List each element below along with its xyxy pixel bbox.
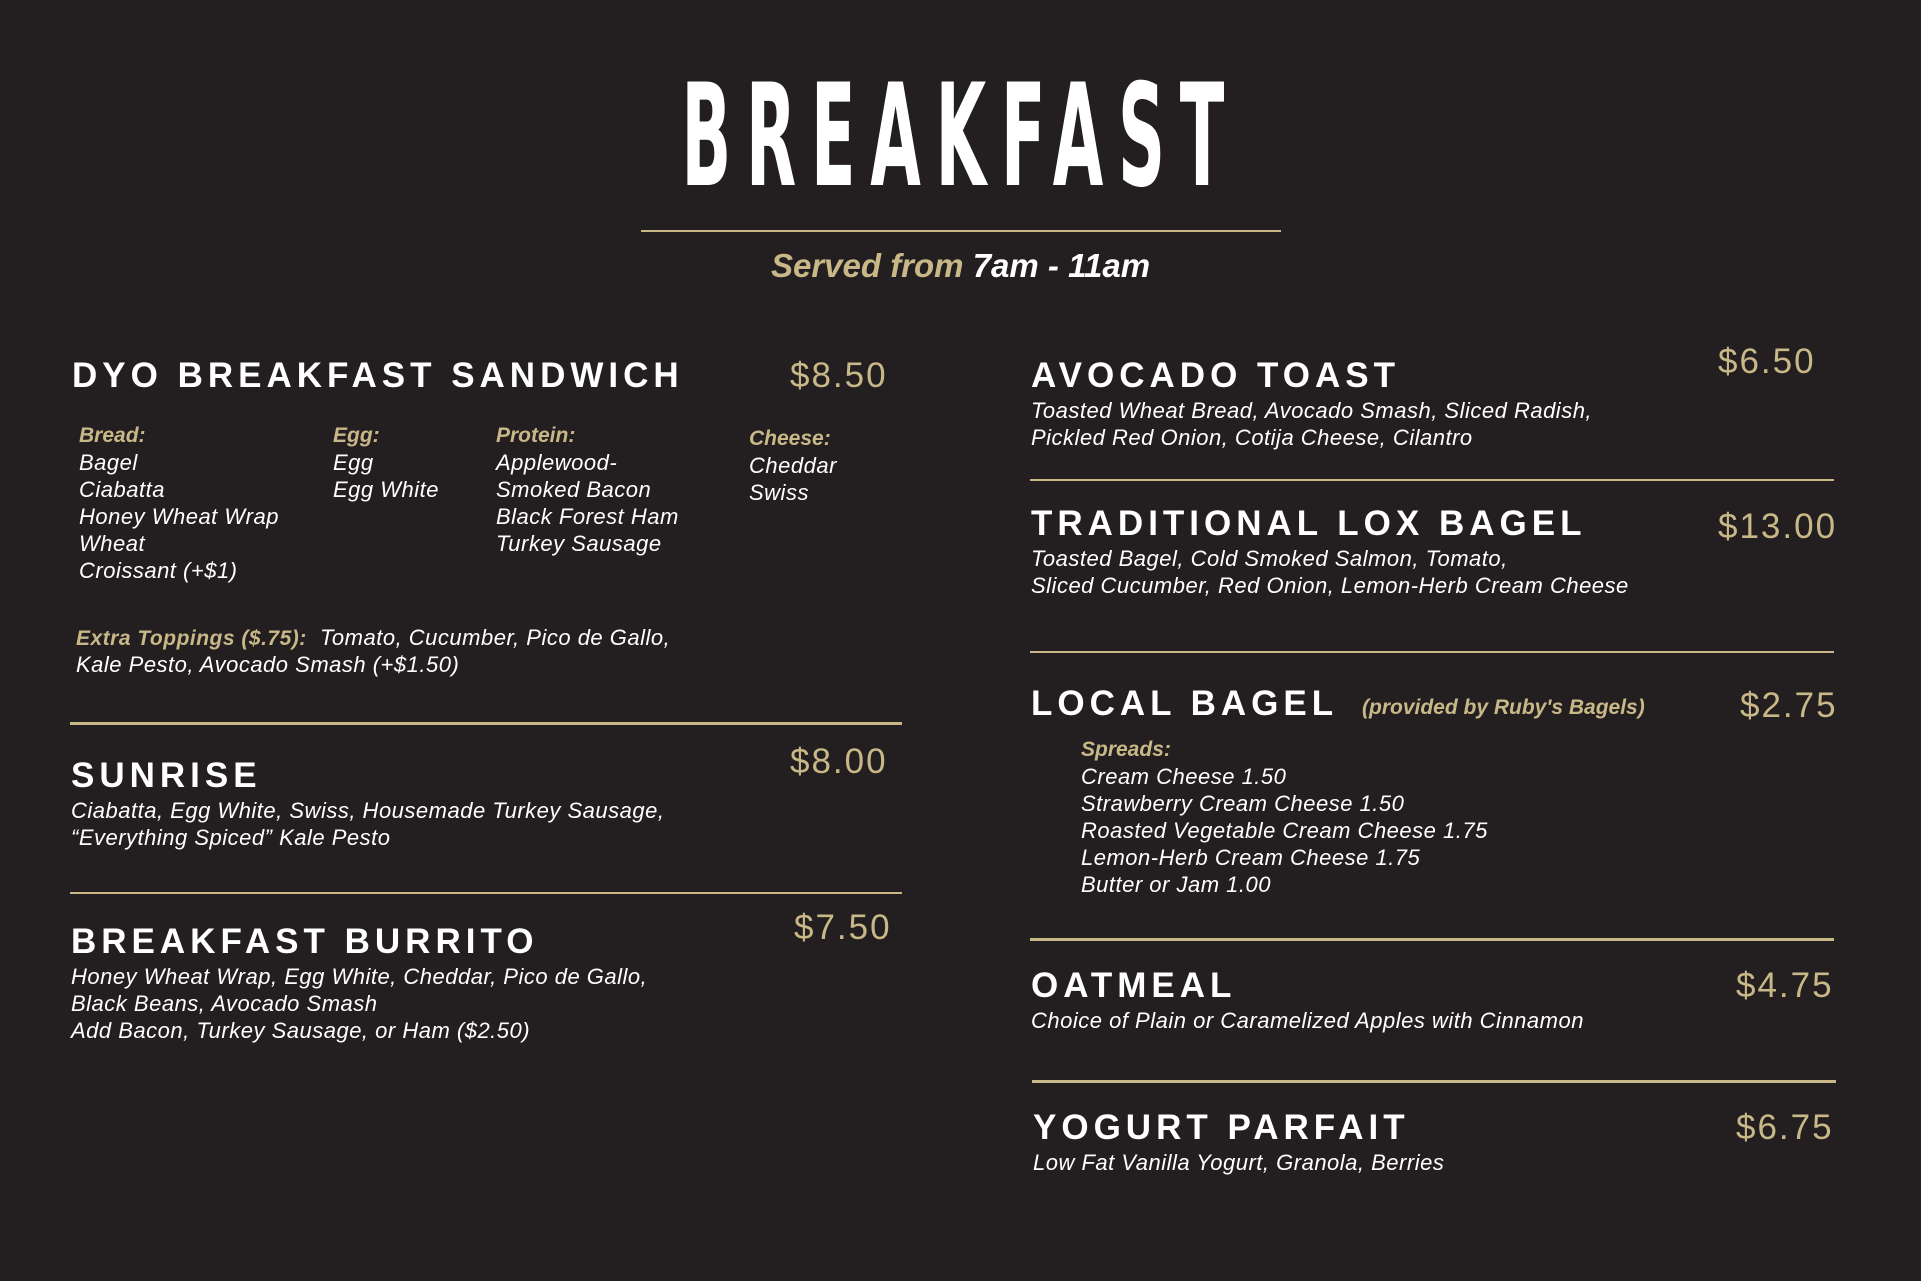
option-item: Cheddar xyxy=(749,453,837,478)
option-item: Ciabatta xyxy=(79,477,165,502)
option-label-protein: Protein: xyxy=(496,424,576,447)
desc-line: Black Beans, Avocado Smash xyxy=(71,991,378,1016)
desc-line: Low Fat Vanilla Yogurt, Granola, Berries xyxy=(1033,1150,1445,1175)
desc-line: Add Bacon, Turkey Sausage, or Ham ($2.50) xyxy=(71,1018,531,1043)
option-label-spreads: Spreads: xyxy=(1081,738,1171,761)
item-desc-avocado-toast xyxy=(1031,397,1592,451)
desc-line: “Everything Spiced” Kale Pesto xyxy=(71,825,391,850)
option-item: Smoked Bacon xyxy=(496,477,652,502)
option-item: Cream Cheese 1.50 xyxy=(1081,764,1287,789)
section-divider xyxy=(1032,1080,1836,1083)
option-list-protein xyxy=(496,449,679,557)
option-item: Applewood- xyxy=(496,450,618,475)
item-price-avocado-toast: $6.50 xyxy=(1718,342,1816,381)
title-divider xyxy=(641,230,1281,232)
item-desc-breakfast-burrito xyxy=(71,963,647,1044)
option-item: Bagel xyxy=(79,450,138,475)
served-label: Served from xyxy=(770,247,964,284)
option-item: Strawberry Cream Cheese 1.50 xyxy=(1081,791,1405,816)
option-item: Turkey Sausage xyxy=(496,531,662,556)
option-item: Butter or Jam 1.00 xyxy=(1081,872,1271,897)
served-times: 7am - 11am xyxy=(972,247,1151,284)
item-desc-traditional-lox-bagel xyxy=(1031,545,1629,599)
option-group-egg xyxy=(333,422,439,503)
desc-line: Choice of Plain or Caramelized Apples with Cinnamon xyxy=(1031,1008,1584,1033)
option-group-protein xyxy=(496,422,679,557)
extra-toppings-text: Kale Pesto, Avocado Smash (+$1.50) xyxy=(76,652,460,677)
desc-line: Toasted Bagel, Cold Smoked Salmon, Tomato, xyxy=(1031,546,1508,571)
desc-line: Sliced Cucumber, Red Onion, Lemon-Herb Cream Cheese xyxy=(1031,573,1629,598)
option-group-bread xyxy=(79,422,279,584)
extra-toppings-first-line xyxy=(76,624,670,651)
option-list-cheese xyxy=(749,452,837,506)
provider-note: (provided by Ruby's Bagels) xyxy=(1362,696,1645,719)
item-desc-sunrise xyxy=(71,797,664,851)
item-price-oatmeal: $4.75 xyxy=(1736,966,1834,1005)
option-list-bread xyxy=(79,449,279,584)
section-divider xyxy=(1030,479,1834,481)
menu-title: BREAKFAST xyxy=(681,54,1240,219)
option-label-egg: Egg: xyxy=(333,424,380,447)
section-divider xyxy=(1030,651,1834,653)
extra-toppings-line xyxy=(76,624,670,678)
item-price-dyo-sandwich: $8.50 xyxy=(790,356,888,395)
option-label-cheese: Cheese: xyxy=(749,427,831,450)
desc-line: Ciabatta, Egg White, Swiss, Housemade Turkey Sausage, xyxy=(71,798,665,823)
option-item: Black Forest Ham xyxy=(496,504,679,529)
option-item: Wheat xyxy=(79,531,146,556)
option-item: Lemon-Herb Cream Cheese 1.75 xyxy=(1081,845,1421,870)
item-name-traditional-lox-bagel: TRADITIONAL LOX BAGEL xyxy=(1031,504,1587,543)
extra-toppings-label: Extra Toppings ($.75): xyxy=(76,627,307,650)
section-divider xyxy=(1030,938,1834,941)
item-price-sunrise: $8.00 xyxy=(790,742,888,781)
option-group-cheese xyxy=(749,425,837,506)
option-item: Swiss xyxy=(749,480,809,505)
option-label-bread: Bread: xyxy=(79,424,146,447)
option-item: Egg xyxy=(333,450,374,475)
item-name-breakfast-burrito: BREAKFAST BURRITO xyxy=(71,922,539,961)
option-item: Croissant (+$1) xyxy=(79,558,238,583)
item-desc-yogurt-parfait xyxy=(1033,1149,1444,1176)
item-price-breakfast-burrito: $7.50 xyxy=(794,908,892,947)
option-item: Roasted Vegetable Cream Cheese 1.75 xyxy=(1081,818,1488,843)
option-group-spreads xyxy=(1081,736,1488,898)
item-price-local-bagel: $2.75 xyxy=(1740,686,1838,725)
item-name-sunrise: SUNRISE xyxy=(71,756,262,795)
option-list-egg xyxy=(333,449,439,503)
extra-toppings xyxy=(76,624,670,678)
item-name-local-bagel: LOCAL BAGEL xyxy=(1031,684,1339,723)
section-divider xyxy=(70,722,902,725)
option-item: Egg White xyxy=(333,477,439,502)
item-price-yogurt-parfait: $6.75 xyxy=(1736,1108,1834,1147)
option-list-spreads xyxy=(1081,763,1488,898)
item-name-yogurt-parfait: YOGURT PARFAIT xyxy=(1033,1108,1410,1147)
desc-line: Honey Wheat Wrap, Egg White, Cheddar, Pico de Gallo, xyxy=(71,964,648,989)
option-item: Honey Wheat Wrap xyxy=(79,504,279,529)
item-name-avocado-toast: AVOCADO TOAST xyxy=(1031,356,1400,395)
item-name-oatmeal: OATMEAL xyxy=(1031,966,1237,1005)
served-hours xyxy=(0,246,1921,286)
extra-toppings-text: Tomato, Cucumber, Pico de Gallo, xyxy=(320,625,671,650)
item-desc-oatmeal xyxy=(1031,1007,1584,1034)
item-price-traditional-lox-bagel: $13.00 xyxy=(1718,507,1838,546)
section-divider xyxy=(70,892,902,894)
desc-line: Toasted Wheat Bread, Avocado Smash, Sliced Radish, xyxy=(1031,398,1593,423)
item-name-dyo-sandwich: DYO BREAKFAST SANDWICH xyxy=(72,356,684,395)
desc-line: Pickled Red Onion, Cotija Cheese, Cilantro xyxy=(1031,425,1473,450)
